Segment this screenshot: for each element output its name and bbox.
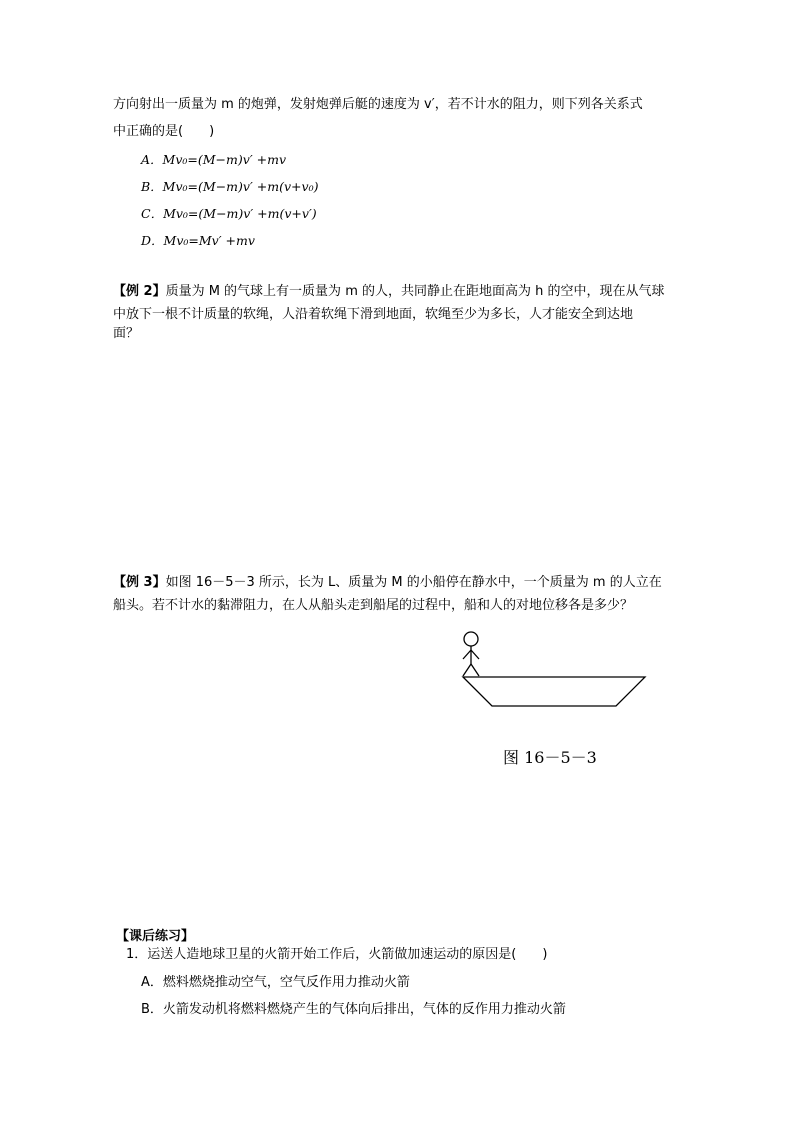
- example-2-line2: 中放下一根不计质量的软绳，人沿着软绳下滑到地面，软绳至少为多长，人才能安全到达地: [113, 307, 634, 322]
- person-head: [464, 632, 478, 646]
- homework-q1: 1．运送人造地球卫星的火箭开始工作后，火箭做加速运动的原因是( ): [126, 947, 548, 962]
- example-3-label: 【例 3】: [113, 575, 166, 590]
- boat-person-figure: [450, 628, 650, 713]
- q1-option-d: D．Mv₀=Mv′ +mv: [141, 233, 255, 248]
- homework-q1-option-a: A．燃料燃烧推动空气，空气反作用力推动火箭: [141, 975, 410, 990]
- q1-option-a: A．Mv₀=(M−m)v′ +mv: [141, 152, 287, 167]
- homework-title: 【课后练习】: [116, 929, 195, 944]
- example-2-label: 【例 2】: [113, 284, 166, 299]
- example-3-line2: 船头。若不计水的黏滞阻力，在人从船头走到船尾的过程中，船和人的对地位移各是多少？: [113, 598, 634, 613]
- example-3-text-1: 如图 16－5－3 所示，长为 L、质量为 M 的小船停在静水中，一个质量为 m 的人立在: [165, 575, 662, 590]
- boat-hull: [463, 677, 645, 706]
- person-left-leg: [463, 664, 471, 676]
- person-right-leg: [471, 664, 479, 676]
- homework-q1-option-b: B．火箭发动机将燃料燃烧产生的气体向后排出，气体的反作用力推动火箭: [141, 1002, 566, 1017]
- person-right-arm: [471, 650, 479, 659]
- example-2-line1: [113, 283, 665, 301]
- figure-caption: 图 16－5－3: [503, 748, 597, 767]
- person-left-arm: [463, 650, 471, 659]
- example-2-text-1: 质量为 M 的气球上有一质量为 m 的人，共同静止在距地面高为 h 的空中，现在从气球: [165, 284, 665, 299]
- q1-option-c: C．Mv₀=(M−m)v′ +m(v+v′): [141, 206, 317, 221]
- q1-stem-line1: 方向射出一质量为 m 的炮弹，发射炮弹后艇的速度为 v′，若不计水的阻力，则下列各关系式: [113, 97, 643, 112]
- q1-stem-line2: 中正确的是( ): [113, 124, 215, 139]
- example-2-line3: 面？: [113, 326, 140, 341]
- q1-option-b: B．Mv₀=(M−m)v′ +m(v+v₀): [141, 179, 319, 194]
- example-3-line1: [113, 574, 662, 592]
